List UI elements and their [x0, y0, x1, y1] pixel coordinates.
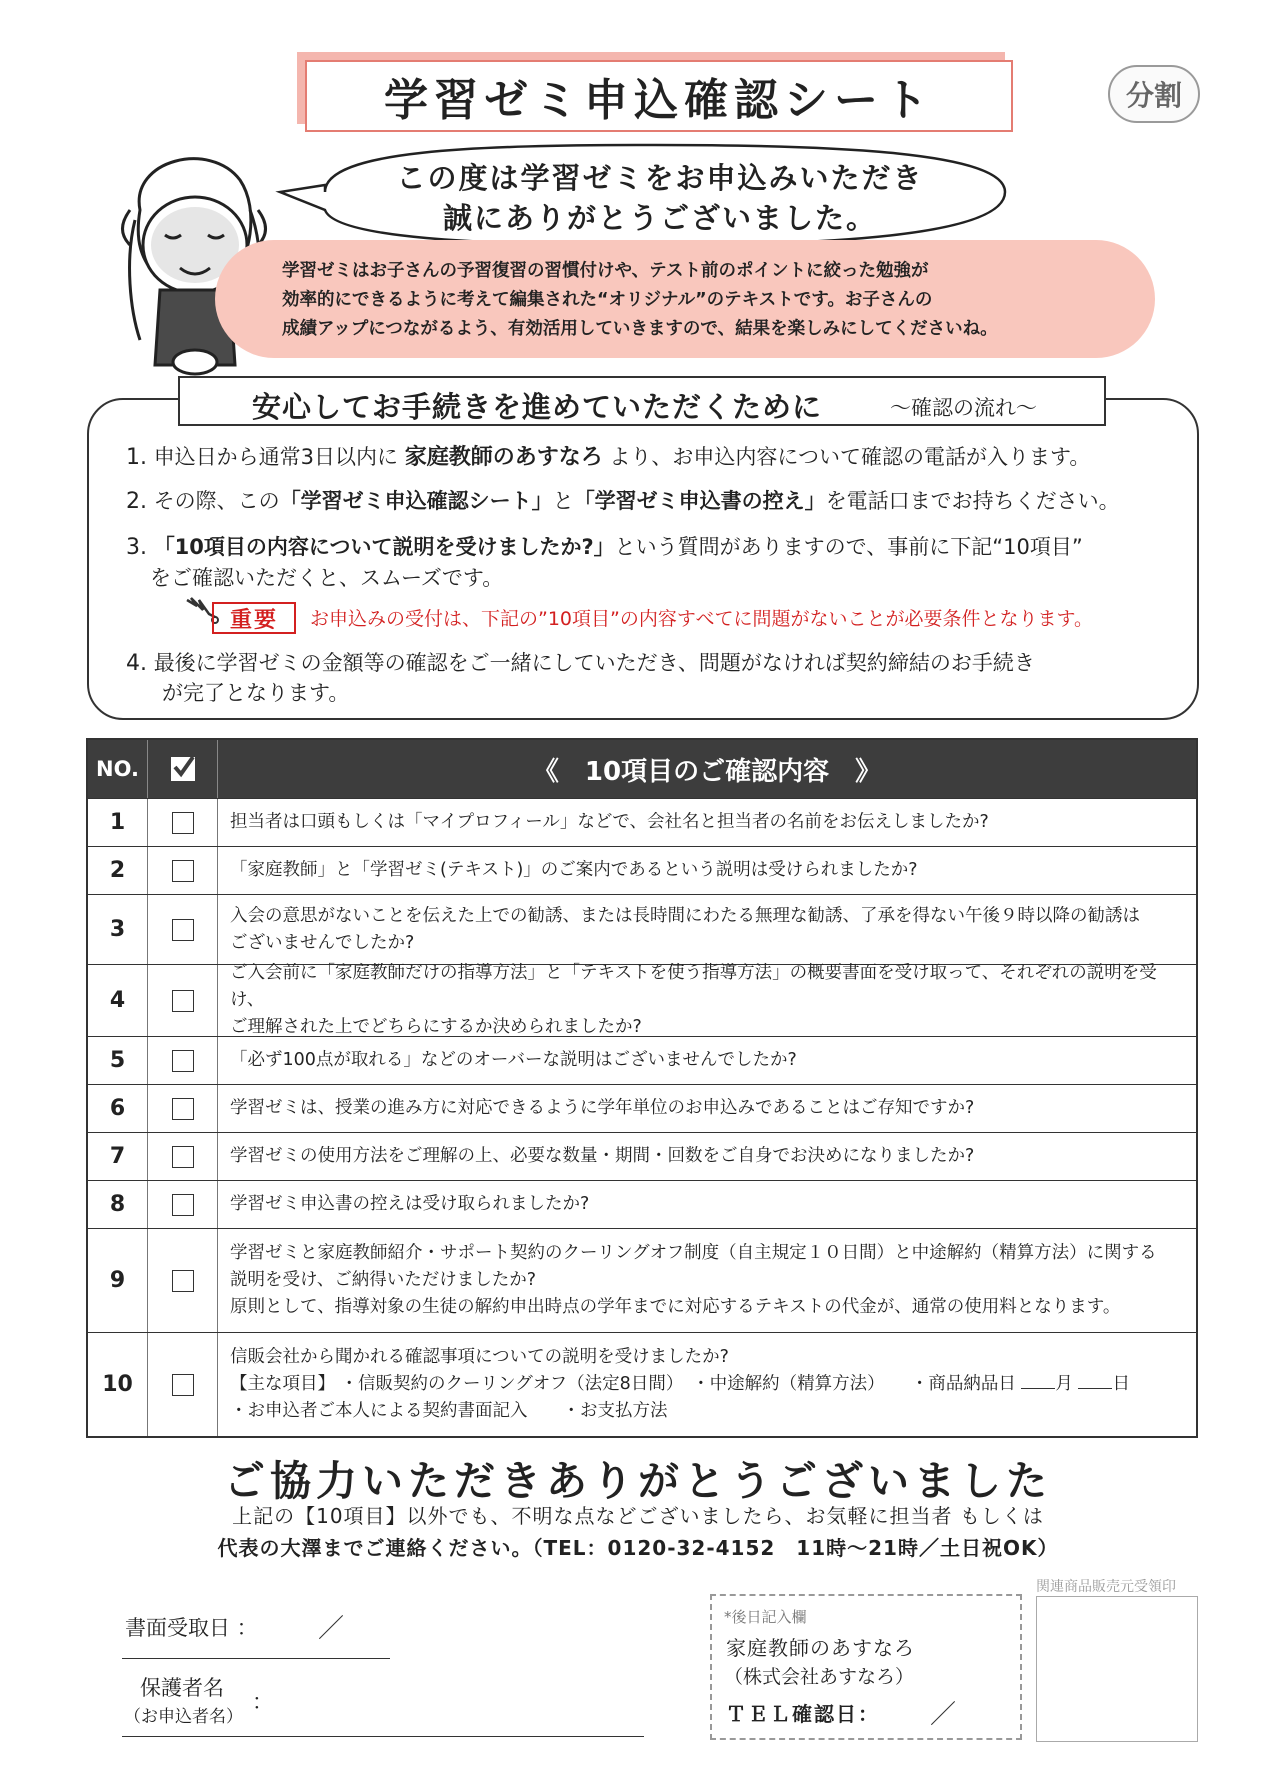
row-number: 8: [88, 1181, 148, 1228]
intro-line-3: 成績アップにつながるよう、有効活用していきますので、結果を楽しみにしてくださいね。: [282, 319, 998, 339]
row-checkbox[interactable]: [172, 1146, 194, 1168]
stamp-box: [1036, 1596, 1198, 1742]
row-text: 信販会社から聞かれる確認事項についての説明を受けましたか? 【主な項目】 ・信販契約のクーリングオフ（法定8日間） ・中途解約（精算方法） ・商品納品日 月 日 ・お申込者ご本人による契約書面記入 ・お支払方法: [218, 1333, 1196, 1436]
flow-item-2: 2. その際、この「学習ゼミ申込確認シート」と「学習ゼミ申込書の控え」を電話口までお持ちください。: [126, 489, 1120, 514]
row-text: 入会の意思がないことを伝えた上での勧誘、または長時間にわたる無理な勧誘、了承を得ない午後９時以降の勧誘は ございませんでしたか?: [230, 905, 1140, 953]
speech-text: [320, 158, 1000, 238]
row-checkbox[interactable]: [172, 1270, 194, 1292]
table-row: [88, 798, 1196, 846]
row-checkbox-cell: [148, 895, 218, 964]
speech-line-2: 誠にありがとうございました。: [442, 201, 877, 235]
receipt-date-field[interactable]: [122, 1658, 390, 1659]
row-checkbox-cell: [148, 1085, 218, 1132]
row-number: 9: [88, 1229, 148, 1332]
row-checkbox-cell: [148, 1133, 218, 1180]
table-row: [88, 1036, 1196, 1084]
table-row: [88, 894, 1196, 964]
confirmation-table: [86, 738, 1198, 1438]
table-header: [88, 740, 1196, 798]
flow-item-4: 4. 最後に学習ゼミの金額等の確認をご一緒にしていただき、問題がなければ契約締結のお手続き: [126, 651, 1035, 676]
row-number: 5: [88, 1037, 148, 1084]
guardian-label: 保護者名: [140, 1676, 224, 1700]
row-number: 3: [88, 895, 148, 964]
row-number: 10: [88, 1333, 148, 1436]
row-text: 学習ゼミは、授業の進み方に対応できるように学年単位のお申込みであることはご存知ですか?: [230, 1098, 975, 1118]
thanks-heading: ご協力いただきありがとうございました: [224, 1457, 1052, 1505]
row-checkbox[interactable]: [172, 1050, 194, 1072]
month-blank[interactable]: [1021, 1373, 1055, 1389]
row-number: 2: [88, 847, 148, 894]
table-row: [88, 846, 1196, 894]
flow-item-4-line2: が完了となります。: [162, 681, 350, 705]
row-checkbox-cell: [148, 847, 218, 894]
company-legal-name: （株式会社あすなろ）: [724, 1666, 915, 1688]
contact-line-2: 代表の大澤までご連絡ください。（TEL：0120-32-4152 11時～21時／土日祝OK）: [217, 1536, 1059, 1560]
important-text: お申込みの受付は、下記の”10項目”の内容すべてに問題がないことが必要条件となります。: [310, 608, 1093, 630]
table-row: [88, 1084, 1196, 1132]
row-text: 学習ゼミの使用方法をご理解の上、必要な数量・期間・回数をご自身でお決めになりましたか?: [230, 1146, 975, 1166]
checked-box-icon: [171, 757, 195, 781]
header-no: NO.: [88, 740, 148, 798]
row-checkbox[interactable]: [172, 990, 194, 1012]
row-checkbox[interactable]: [172, 1194, 194, 1216]
row-checkbox[interactable]: [172, 860, 194, 882]
flow-item-3-line2: をご確認いただくと、スムーズです。: [150, 566, 504, 590]
row-checkbox-cell: [148, 1229, 218, 1332]
row-text: 担当者は口頭もしくは「マイプロフィール」などで、会社名と担当者の名前をお伝えしましたか?: [230, 812, 989, 832]
speech-line-1: この度は学習ゼミをお申込みいただき: [396, 161, 924, 195]
table-row: [88, 1228, 1196, 1332]
tel-confirm-label: ＴＥＬ確認日：: [726, 1702, 880, 1726]
row-text: 学習ゼミと家庭教師紹介・サポート契約のクーリングオフ制度（自主規定１０日間）と中途解約（精算方法）に関する 説明を受け、ご納得いただけましたか? 原則として、指導対象の生徒の解約申出時点の学年までに対応するテキストの代金が、通常の使用料となります。: [230, 1243, 1157, 1317]
page-title: 学習ゼミ申込確認シート: [384, 75, 934, 126]
row-checkbox[interactable]: [172, 1098, 194, 1120]
company-name: 家庭教師のあすなろ: [726, 1636, 915, 1660]
title-box: [305, 60, 1013, 132]
row-checkbox[interactable]: [172, 1374, 194, 1396]
guardian-sublabel: （お申込者名）: [124, 1707, 243, 1727]
tel-confirm-slash: ／: [930, 1700, 957, 1730]
row-checkbox-cell: [148, 965, 218, 1036]
flow-title-box: [178, 376, 1106, 426]
flow-item-1: 1. 申込日から通常3日以内に 家庭教師のあすなろ より、お申込内容について確認の電話が入ります。: [126, 445, 1091, 470]
row-text: ご入会前に「家庭教師だけの指導方法」と「テキストを使う指導方法」の概要書面を受け取って、それぞれの説明を受け、 ご理解された上でどちらにするか決められましたか?: [230, 963, 1157, 1037]
table-row: [88, 1132, 1196, 1180]
row-text: 「家庭教師」と「学習ゼミ(テキスト)」のご案内であるという説明は受けられましたか?: [230, 860, 918, 880]
stamp-label: 関連商品販売元受領印: [1036, 1579, 1176, 1595]
row-checkbox[interactable]: [172, 812, 194, 834]
table-row: [88, 1332, 1196, 1436]
flow-item-3: 3. 「10項目の内容について説明を受けましたか?」という質問がありますので、事前に下記“10項目”: [126, 535, 1083, 560]
row-10-items: 【主な項目】 ・信販契約のクーリングオフ（法定8日間） ・中途解約（精算方法） ・商品納品日 月 日: [230, 1374, 1130, 1394]
table-row: [88, 964, 1196, 1036]
day-blank[interactable]: [1078, 1373, 1112, 1389]
guardian-name-field[interactable]: [122, 1736, 644, 1737]
flow-subtitle: ～確認の流れ～: [890, 396, 1037, 420]
flow-title: 安心してお手続きを進めていただくために: [252, 390, 823, 424]
row-number: 1: [88, 799, 148, 846]
intro-line-2: 効率的にできるように考えて編集された“オリジナル”のテキストです。お子さんの: [282, 290, 933, 310]
intro-text: [282, 257, 1142, 344]
receipt-date-label: 書面受取日 ：: [125, 1616, 258, 1640]
contact-line-1: 上記の【10項目】以外でも、不明な点などございましたら、お気軽に担当者 もしくは: [232, 1504, 1044, 1528]
row-checkbox[interactable]: [172, 919, 194, 941]
header-check: [148, 740, 218, 798]
intro-line-1: 学習ゼミはお子さんの予習復習の習慣付けや、テスト前のポイントに絞った勉強が: [282, 261, 929, 281]
row-text: 「必ず100点が取れる」などのオーバーな説明はございませんでしたか?: [230, 1050, 797, 1070]
row-checkbox-cell: [148, 1037, 218, 1084]
row-checkbox-cell: [148, 799, 218, 846]
installment-badge: 分割: [1108, 65, 1200, 123]
receipt-date-slash: ／: [318, 1614, 345, 1644]
table-row: [88, 1180, 1196, 1228]
office-note: *後日記入欄: [724, 1608, 807, 1626]
row-number: 6: [88, 1085, 148, 1132]
guardian-colon: ：: [252, 1690, 273, 1714]
row-number: 4: [88, 965, 148, 1036]
row-checkbox-cell: [148, 1181, 218, 1228]
header-title: 《 10項目のご確認内容 》: [532, 756, 882, 787]
row-checkbox-cell: [148, 1333, 218, 1436]
row-number: 7: [88, 1133, 148, 1180]
row-text: 学習ゼミ申込書の控えは受け取られましたか?: [230, 1194, 590, 1214]
important-badge: 重要: [212, 602, 296, 634]
